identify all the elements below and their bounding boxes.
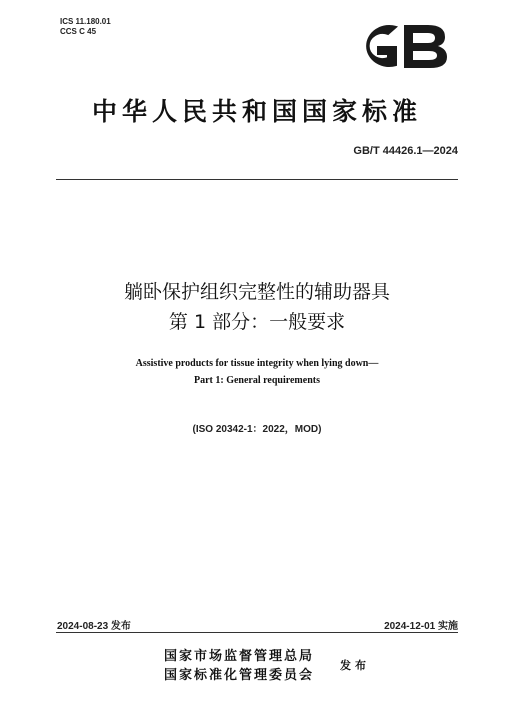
title-cn-line2: 第 1 部分：一般要求 xyxy=(168,311,346,333)
publish-date: 2024-08-23 发布 xyxy=(57,621,131,632)
gb-logo xyxy=(348,17,450,75)
title-en-line2: Part 1: General requirements xyxy=(194,375,320,386)
national-standard-title: 中华人民共和国国家标准 xyxy=(91,97,422,126)
title-en-line1: Assistive products for tissue integrity when lying down— xyxy=(135,358,379,369)
title-cn-line1: 躺卧保护组织完整性的辅助器具 xyxy=(123,281,390,303)
gb-logo-b xyxy=(404,25,447,68)
publisher-samr: 国家市场监督管理总局 xyxy=(164,649,315,664)
header-divider xyxy=(56,179,458,180)
ics-code: ICS 11.180.01 xyxy=(60,17,111,26)
gb-logo-g xyxy=(367,26,396,66)
implement-date: 2024-12-01 实施 xyxy=(384,621,458,632)
classification-codes xyxy=(60,17,111,37)
standard-number: GB/T 44426.1—2024 xyxy=(353,145,458,157)
iso-reference: (ISO 20342-1：2022，MOD) xyxy=(192,424,322,435)
publisher-sac: 国家标准化管理委员会 xyxy=(164,668,315,683)
ccs-code: CCS C 45 xyxy=(60,27,97,36)
footer-divider xyxy=(56,632,458,633)
issued-label: 发布 xyxy=(340,659,370,672)
